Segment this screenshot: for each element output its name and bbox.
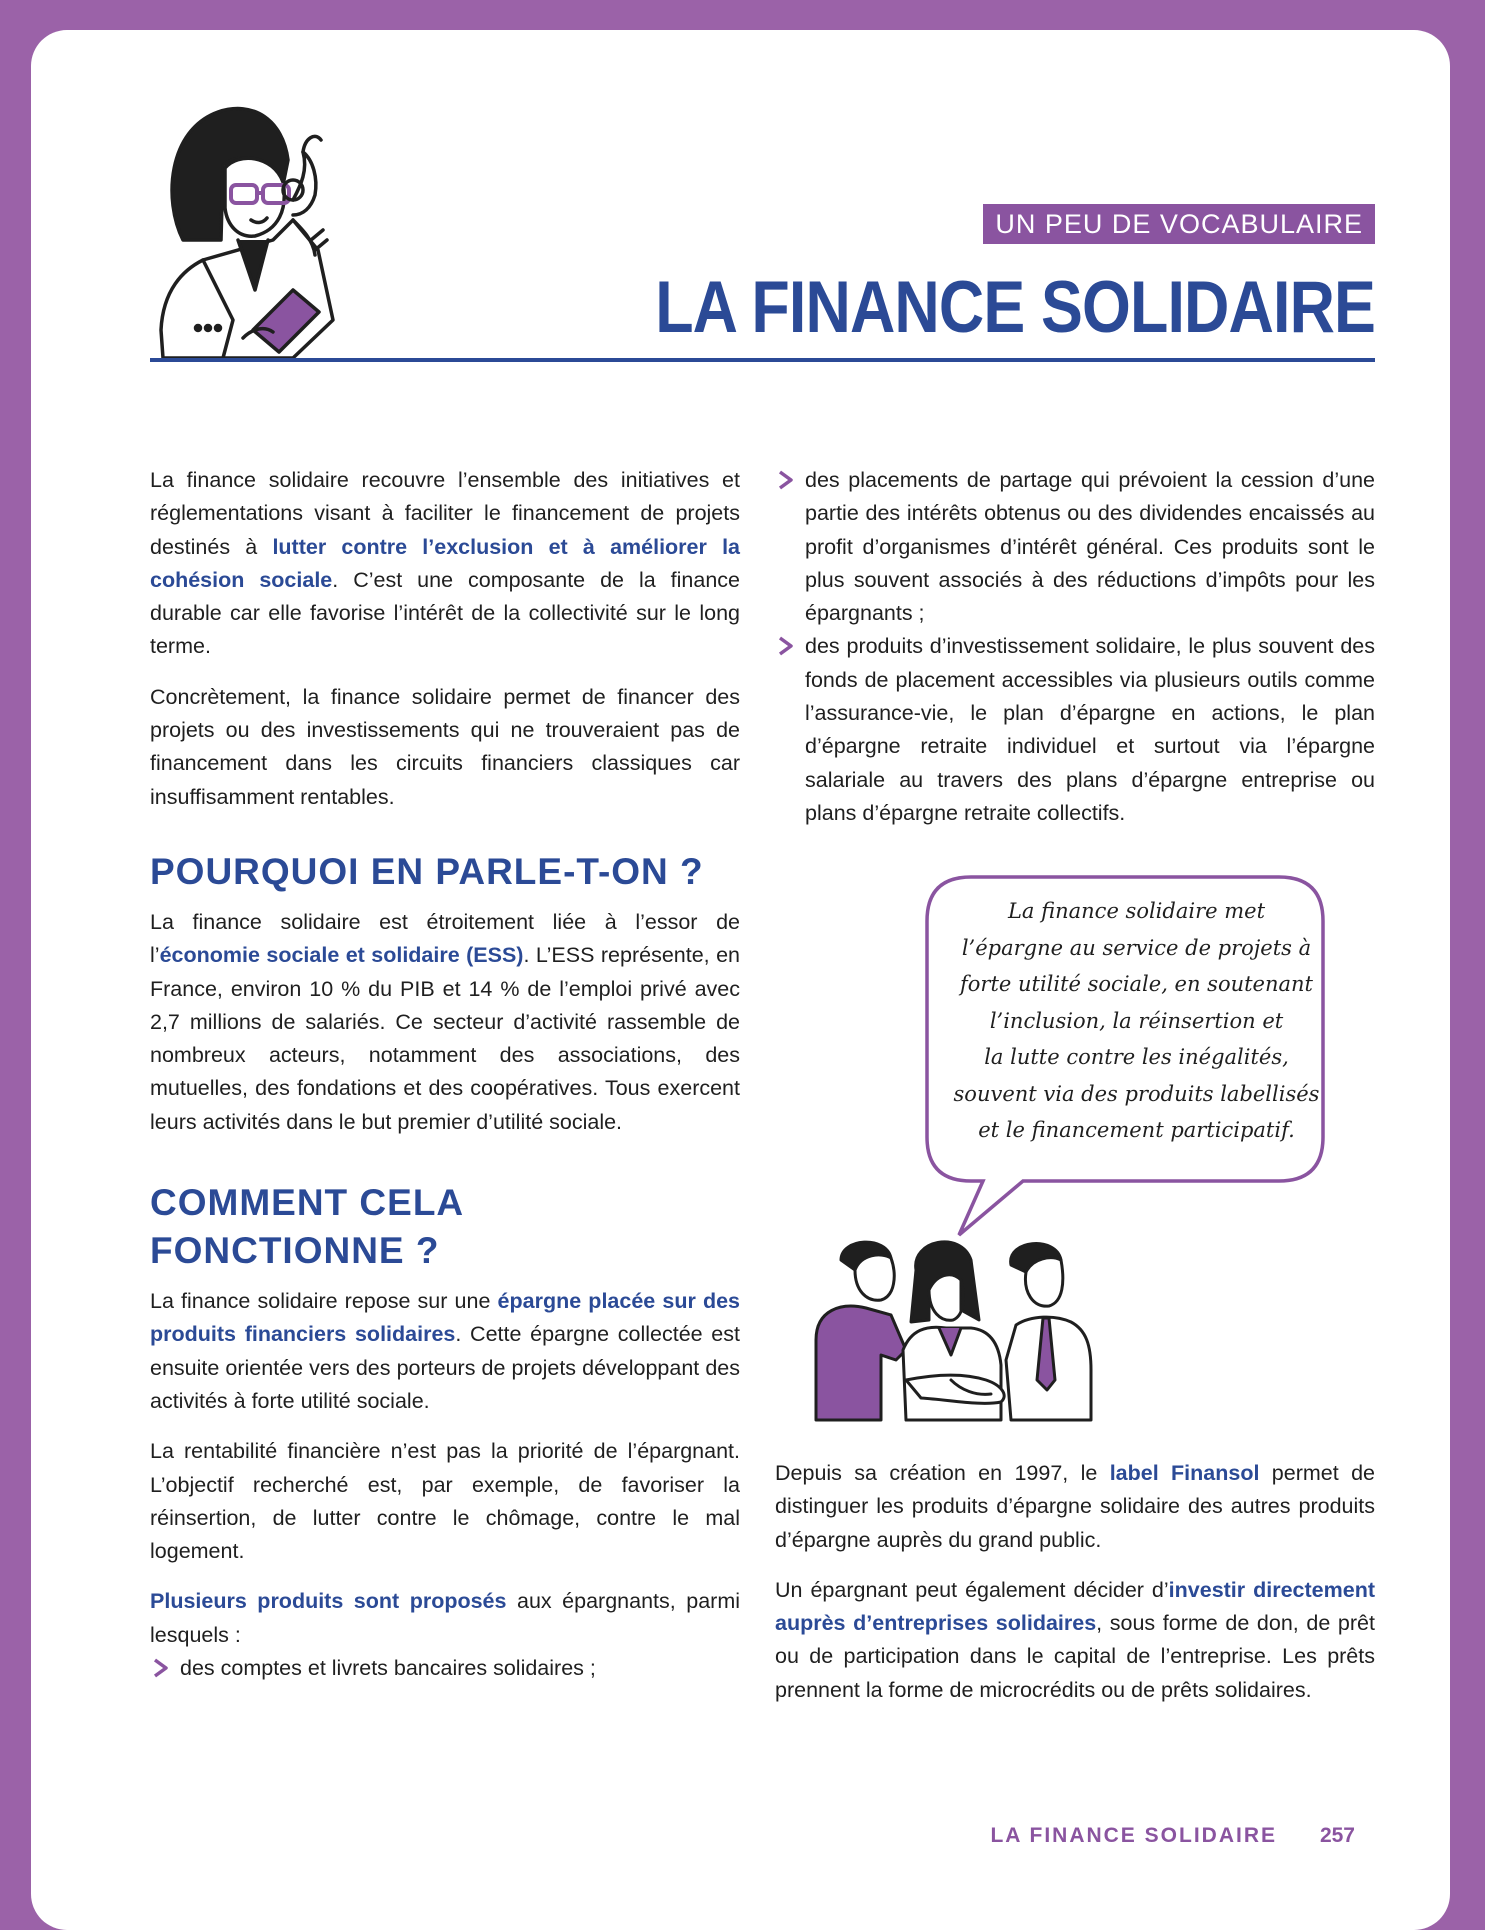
heading-pourquoi: POURQUOI EN PARLE-T-ON ? [150, 850, 704, 892]
three-people-handshake-illustration [811, 1230, 1131, 1450]
right-column-top [775, 464, 1375, 830]
page [31, 30, 1450, 1930]
highlight-investir: investir directement auprès d’entreprises solidaires [775, 1577, 1375, 1636]
ess-paragraph: La finance solidaire est étroitement liée à l’essor de l’économie sociale et solidaire (ESS). L’ESS représente, en France, environ 10 % du PIB et 14 % de l’emploi privé avec 2,7 millions de salariés. Ce secteur d’activité rassemble de nombreux acteurs, notamment des associations, des mutuelles, des fondations et des coopératives. Tous exercent leurs activités dans le but premier d’utilité sociale. [150, 909, 740, 1134]
title-divider [150, 358, 1375, 362]
products-list-continued [775, 464, 1375, 830]
highlight-exclusion: lutter contre l’exclusion et à améliorer la cohésion sociale [150, 534, 741, 592]
highlight-ess: économie sociale et solidaire (ESS) [159, 943, 524, 968]
section-eyebrow: UN PEU DE VOCABULAIRE [983, 204, 1375, 244]
rentability-paragraph: La rentabilité financière n’est pas la priorité de l’épargnant. L’objectif recherché est, par exemple, de favoriser la réinsertion, de lutter contre le chômage, contre le mal logement. [150, 1439, 740, 1564]
products-list [150, 1652, 740, 1685]
intro-paragraph: La finance solidaire recouvre l’ensemble des initiatives et réglementations visant à faciliter le financement de projets destinés à lutter contre l’exclusion et à améliorer la cohésion sociale. C’est une composante de la finance durable car elle favorise l’intérêt de la collectivité sur le long terme. [150, 468, 741, 659]
finansol-paragraph: Depuis sa création en 1997, le label Finansol permet de distinguer les produits d’épargne solidaire des autres produits d’épargne auprès du grand public. [775, 1461, 1375, 1552]
products-paragraph: Plusieurs produits sont proposés aux épargnants, parmi lesquels : [150, 1589, 741, 1647]
highlight-epargne: épargne placée sur des produits financiers solidaires [150, 1289, 740, 1347]
left-column [150, 464, 740, 1685]
page-title: LA FINANCE SOLIDAIRE [655, 267, 1375, 348]
list-item: des placements de partage qui prévoient la cession d’une partie des intérêts obtenus ou des dividendes encaissés au profit d’organismes d’intérêt général. Ces produits sont le plus souvent associés à des réductions d’impôts pour les épargnants ; [775, 464, 1375, 630]
bubble-quote: La finance solidaire met l’épargne au service de projets à forte utilité sociale, en soutenant l’inclusion, la réinsertion et la lutte contre les inégalités, souvent via des produits labellisés et le financement participatif. [953, 899, 1320, 1142]
woman-with-tablet-illustration [143, 90, 393, 370]
chevron-right-icon [152, 1657, 170, 1679]
chevron-right-icon [777, 635, 795, 657]
savings-paragraph: La finance solidaire repose sur une épargne placée sur des produits financiers solidaires. Cette épargne collectée est ensuite orientée vers des porteurs de projets développant des activités à forte utilité sociale. [150, 1289, 740, 1413]
highlight-finansol: label Finansol [1109, 1461, 1260, 1485]
highlight-produits: Plusieurs produits sont proposés [150, 1589, 507, 1614]
page-number: 257 [1319, 1824, 1355, 1847]
right-column-bottom [775, 1457, 1375, 1724]
list-item: des comptes et livrets bancaires solidaires ; [150, 1652, 740, 1685]
concretely-paragraph: Concrètement, la finance solidaire permet de financer des projets ou des investissements qui ne trouveraient pas de financement dans les circuits financiers classiques car insuffisamment rentables. [150, 684, 740, 809]
speech-bubble [949, 875, 1324, 1181]
chevron-right-icon [777, 469, 795, 491]
list-item: des produits d’investissement solidaire, le plus souvent des fonds de placement accessibles via plusieurs outils comme l’assurance-vie, le plan d’épargne en actions, le plan d’épargne retraite individuel et surtout via l’épargne salariale au travers des plans d’épargne entreprise ou plans d’épargne retraite collectifs. [775, 630, 1375, 830]
running-footer-title: LA FINANCE SOLIDAIRE [990, 1824, 1277, 1847]
heading-comment: COMMENT CELA FONCTIONNE ? [150, 1182, 463, 1272]
direct-invest-paragraph: Un épargnant peut également décider d’investir directement auprès d’entreprises solidaires, sous forme de don, de prêt ou de participation dans le capital de l’entreprise. Les prêts prennent la forme de microcrédits ou de prêts solidaires. [775, 1577, 1375, 1702]
